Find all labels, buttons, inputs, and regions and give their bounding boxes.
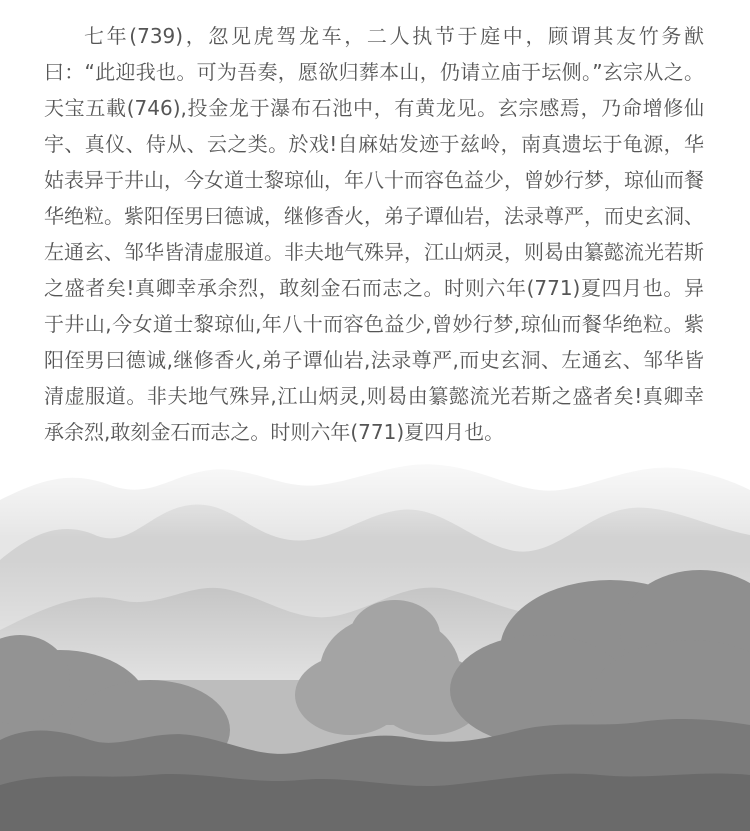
- top-fade: [0, 440, 750, 831]
- mountain-landscape-illustration: [0, 440, 750, 831]
- article-text: 七年(739)，忽见虎驾龙车，二人执节于庭中，顾谓其友竹务猷曰：“此迎我也。可为吾奏，愿欲归葬本山，仍请立庙于坛侧。”玄宗从之。天宝五載(746),投金龙于瀑布石池中，有黄龙见。玄宗感焉，乃命增修仙宇、真仪、侍从、云之类。於戏!自麻姑发迹于兹岭，南真遗坛于龟源，华姑表异于井山，今女道士黎琼仙，年八十而容色益少，曾妙行梦，琼仙而餐华绝粒。紫阳侄男曰德诚，继修香火，弟子谭仙岩，法录尊严，而史玄洞、左通玄、邹华皆清虚服道。非夫地气殊异，江山炳灵，则曷由纂懿流光若斯之盛者矣!真卿幸承余烈，敢刻金石而志之。时则六年(771)夏四月也。异于井山,今女道士黎琼仙,年八十而容色益少,曾妙行梦,琼仙而餐华绝粒。紫阳侄男曰德诚,继修香火,弟子谭仙岩,法录尊严,而史玄洞、左通玄、邹华皆清虚服道。非夫地气殊异,江山炳灵,则曷由纂懿流光若斯之盛者矣!真卿幸承余烈,敢刻金石而志之。时则六年(771)夏四月也。: [44, 24, 704, 444]
